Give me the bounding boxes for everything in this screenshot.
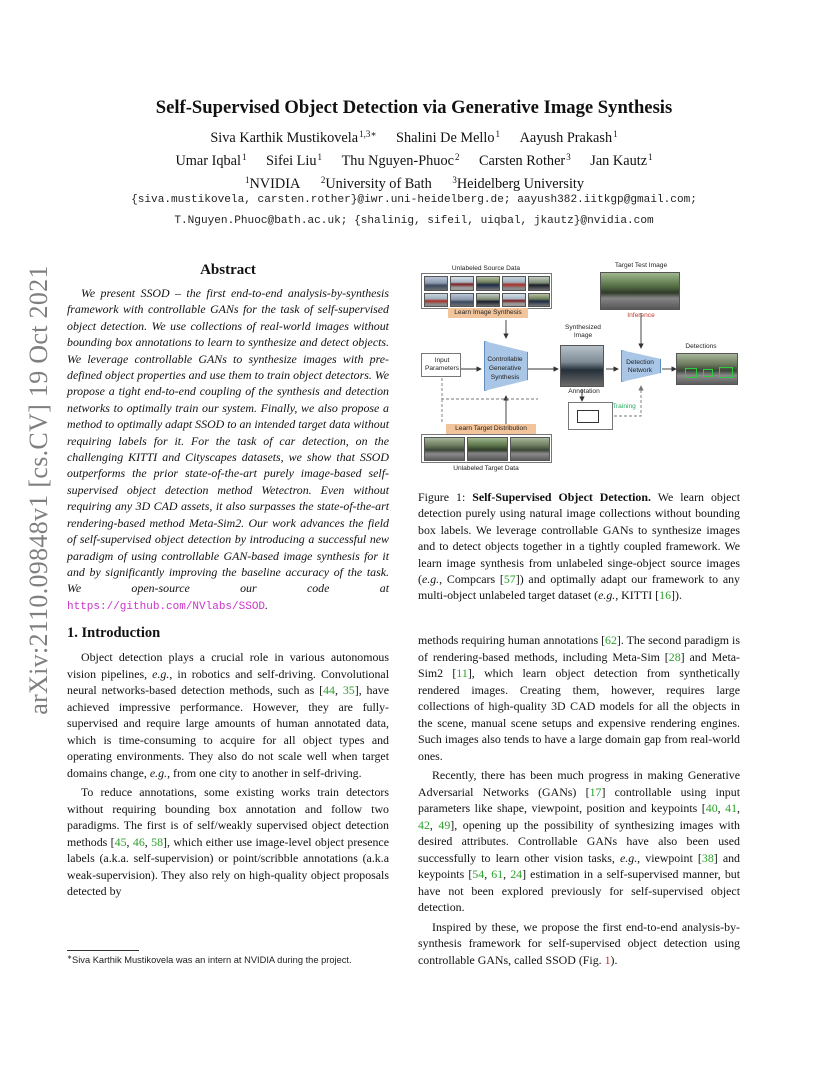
target-kitti-image: [467, 437, 508, 461]
fig-label-input: Input: [434, 357, 450, 364]
affiliation: $^1$NVIDIA: [244, 175, 301, 192]
fig-label-annotation: Annotation: [568, 388, 600, 395]
source-car-image: [528, 293, 550, 307]
figure-1-caption: Figure 1: Self-Supervised Object Detection. We learn object detection purely using natural image collections without bounding box labels. We leverage controllable GANs to synthesize images and to detect objects together in a tightly coupled framework. We learn image synthesis from unlabeled singe-object source images (e.g., Compcars [57]) and optimally adapt our framework to any multi-object unlabeled target dataset (e.g., KITTI [16]).: [418, 490, 740, 603]
author-block: [0, 125, 828, 194]
figure-1-diagram: [418, 258, 740, 480]
fig-label-target-test: Target Test Image: [614, 262, 668, 269]
intro-paragraph-4: Recently, there has been much progress in making Generative Adversarial Networks (GANs) [17] controllable using input parameters like shape, viewpoint, position and keypoints [40, 41, 42, 49], opening up the possibility of synthesizing images with desired attributes. Controllable GANs have also been used successfully to learn other vision tasks, e.g., viewpoint [38] and keypoints [54, 61, 24] estimation in a self-supervised manner, but have not been explored previously for self-supervised object detection.: [418, 768, 741, 914]
code-link[interactable]: https://github.com/NVlabs/SSOD: [67, 600, 266, 613]
citation-link[interactable]: 35: [342, 683, 355, 698]
citation-link[interactable]: 58: [151, 834, 164, 849]
intro-paragraph-3: methods requiring human annotations [62]. The second paradigm is of rendering-based methods, including Meta-Sim [28] and Meta-Sim2 [11], which learn object detection from synthetically rendered images. Creating them, however, requires large collections of high-quality 3D CAD models for all the objects in the scene, manual scene setups and expensive rendering engines. Such images also tends to have a large domain gap from real-world ones.: [418, 633, 741, 763]
intro-paragraph-1: Object detection plays a crucial role in various autonomous vision pipelines, e.g., in robotics and self-driving. Convolutional neural networks-based detection methods, such as [44, 35], have achieved impressive performance. However, they are fully-supervised and require large amounts of human annotated data, which is time-consuming to acquire for all object types and operating environments. They also do not scale well when target domains change, e.g., from one city to another in self-driving.: [67, 650, 389, 780]
fig-label-inference: Inference: [627, 312, 655, 319]
fig-label-learn-target: Learn Target Distribution: [446, 424, 536, 434]
fig-label-synthesis: Synthesis: [490, 374, 520, 381]
abstract-heading: Abstract: [200, 262, 256, 278]
detection-box: [703, 369, 713, 377]
section-heading-introduction: 1. Introduction: [67, 625, 161, 642]
source-car-image: [476, 276, 500, 291]
email-block: [0, 190, 828, 232]
citation-link[interactable]: 41: [725, 801, 738, 815]
author: Shalini De Mello$^1$: [396, 129, 501, 146]
source-car-image: [450, 276, 474, 291]
fig-label-generative: Generative: [488, 365, 522, 372]
intro-paragraph-5: Inspired by these, we propose the first end-to-end analysis-by-synthesis framework for self-supervised object detection using controllable GANs, called SSOD (Fig. 1).: [418, 919, 740, 967]
footnote-rule: [67, 950, 139, 951]
citation-link[interactable]: 42: [418, 817, 430, 832]
author: Jan Kautz$^1$: [590, 152, 653, 169]
citation-link[interactable]: 44: [323, 683, 335, 698]
fig-label-controllable: Controllable: [487, 356, 523, 363]
citation-link[interactable]: 17: [589, 784, 602, 799]
fig-label-unlabeled-source: Unlabeled Source Data: [451, 265, 521, 272]
source-car-image: [528, 276, 550, 291]
fig-label-synthesized: Synthesized: [565, 324, 601, 331]
citation-link[interactable]: 62: [605, 633, 617, 647]
author: Umar Iqbal$^1$: [175, 152, 247, 169]
citation-link[interactable]: 11: [456, 666, 468, 680]
fig-label-unlabeled-target: Unlabeled Target Data: [453, 465, 519, 472]
email-line: {siva.mustikovela, carsten.rother}@iwr.uni-heidelberg.de; aayush382.iitkgp@gmail.com;: [131, 194, 697, 206]
footnote: ∗Siva Karthik Mustikovela was an intern at NVIDIA during the project.: [67, 955, 352, 965]
fig-label-parameters: Parameters: [424, 365, 460, 372]
source-car-image: [502, 293, 526, 307]
citation-link[interactable]: 54: [472, 867, 485, 881]
fig-label-detection: Detection: [626, 359, 654, 366]
arxiv-id: arXiv:2110.09848v1 [cs.CV] 19 Oct 2021: [24, 265, 53, 715]
abstract-text: We present SSOD – the first end-to-end analysis-by-synthesis framework with controllable GANs for the task of self-supervised object detection. We use collections of real-world images without bounding box annotations to learn to synthesize and detect objects. We leverage controllable GANs to synthesize images with pre-defined object properties and use them to train object detectors. We propose a tight end-to-end coupling of the synthesis and detection networks to optimally train our system. Finally, we also propose a method to optimally adapt SSOD to an intended target data without requiring labels for it. For the task of car detection, on the challenging KITTI and Cityscapes datasets, we show that SSOD outperforms the prior state-of-the-art purely image-based self-supervised object detection method Wetectron. Even without requiring any 3D CAD assets, it also surpasses the state-of-the-art rendering-based method Meta-Sim2. Our work advances the field of self-supervised object detection by introducing a successful new paradigm of using controllable GAN-based image synthesis for it and by significantly improving the baseline accuracy of the task. We open-source our code at https://github.com/NVlabs/SSOD.: [67, 286, 389, 613]
right-column: [418, 632, 740, 968]
citation-link[interactable]: 45: [114, 834, 127, 849]
author: Thu Nguyen-Phuoc$^2$: [341, 152, 460, 169]
source-car-image: [476, 293, 500, 307]
intro-paragraph-2: To reduce annotations, some existing works train detectors without requiring bounding box annotation and follow two paradigms. The first is of self/weakly supervised object detection methods [45, 46, 58], which either use image-level object presence labels (a.k.a. self-supervision) or point/scribble annotations (a.k.a weak-supervision). They also rely on high-quality object proposals detected by: [67, 785, 389, 899]
author: Sifei Liu$^1$: [266, 152, 322, 169]
detections-image: [676, 353, 738, 385]
annotation-box: [568, 402, 613, 430]
fig-label-network: Network: [627, 367, 653, 374]
fig-label-image: Image: [573, 332, 593, 339]
citation-link[interactable]: 46: [132, 834, 145, 849]
detection-box: [685, 368, 697, 378]
citation-link[interactable]: 16: [659, 588, 672, 603]
source-data-box: [421, 273, 552, 309]
citation-link[interactable]: 61: [491, 867, 504, 881]
arxiv-stamp: [19, 265, 59, 715]
source-car-image: [502, 276, 526, 291]
source-car-image: [450, 293, 474, 307]
left-column: [67, 258, 389, 900]
author: Siva Karthik Mustikovela$^{1,3∗}$: [210, 129, 377, 146]
annotation-bbox: [577, 410, 599, 423]
citation-link[interactable]: 57: [503, 572, 516, 587]
fig-label-detections: Detections: [685, 343, 717, 350]
fig-label-learn-synthesis: Learn Image Synthesis: [448, 308, 528, 318]
author: Carsten Rother$^3$: [479, 152, 571, 169]
author-line-1: [0, 125, 828, 148]
input-parameters-box: [421, 353, 461, 377]
email-line: T.Nguyen.Phuoc@bath.ac.uk; {shalinig, sifeil, uiqbal, jkautz}@nvidia.com: [174, 215, 654, 227]
target-data-box: [421, 434, 552, 463]
author-line-2: [0, 148, 828, 171]
synthesized-image: [560, 345, 604, 387]
citation-link[interactable]: 40: [705, 801, 718, 815]
citation-link[interactable]: 38: [701, 850, 714, 865]
citation-link[interactable]: 24: [510, 867, 523, 881]
fig-label-training: Training: [612, 403, 636, 410]
detection-box: [719, 367, 733, 378]
paper-title: Self-Supervised Object Detection via Generative Image Synthesis: [155, 97, 673, 118]
figure-reference-link[interactable]: 1: [604, 952, 611, 967]
citation-link[interactable]: 49: [438, 817, 451, 832]
source-car-image: [424, 276, 448, 291]
affiliation: $^2$University of Bath: [320, 175, 432, 192]
target-kitti-image: [424, 437, 465, 461]
source-car-image: [424, 293, 448, 307]
target-test-image: [600, 272, 680, 310]
author: Aayush Prakash$^1$: [519, 129, 618, 146]
citation-link[interactable]: 28: [668, 649, 681, 664]
target-kitti-image: [510, 437, 550, 461]
affiliation: $^3$Heidelberg University: [452, 175, 585, 192]
